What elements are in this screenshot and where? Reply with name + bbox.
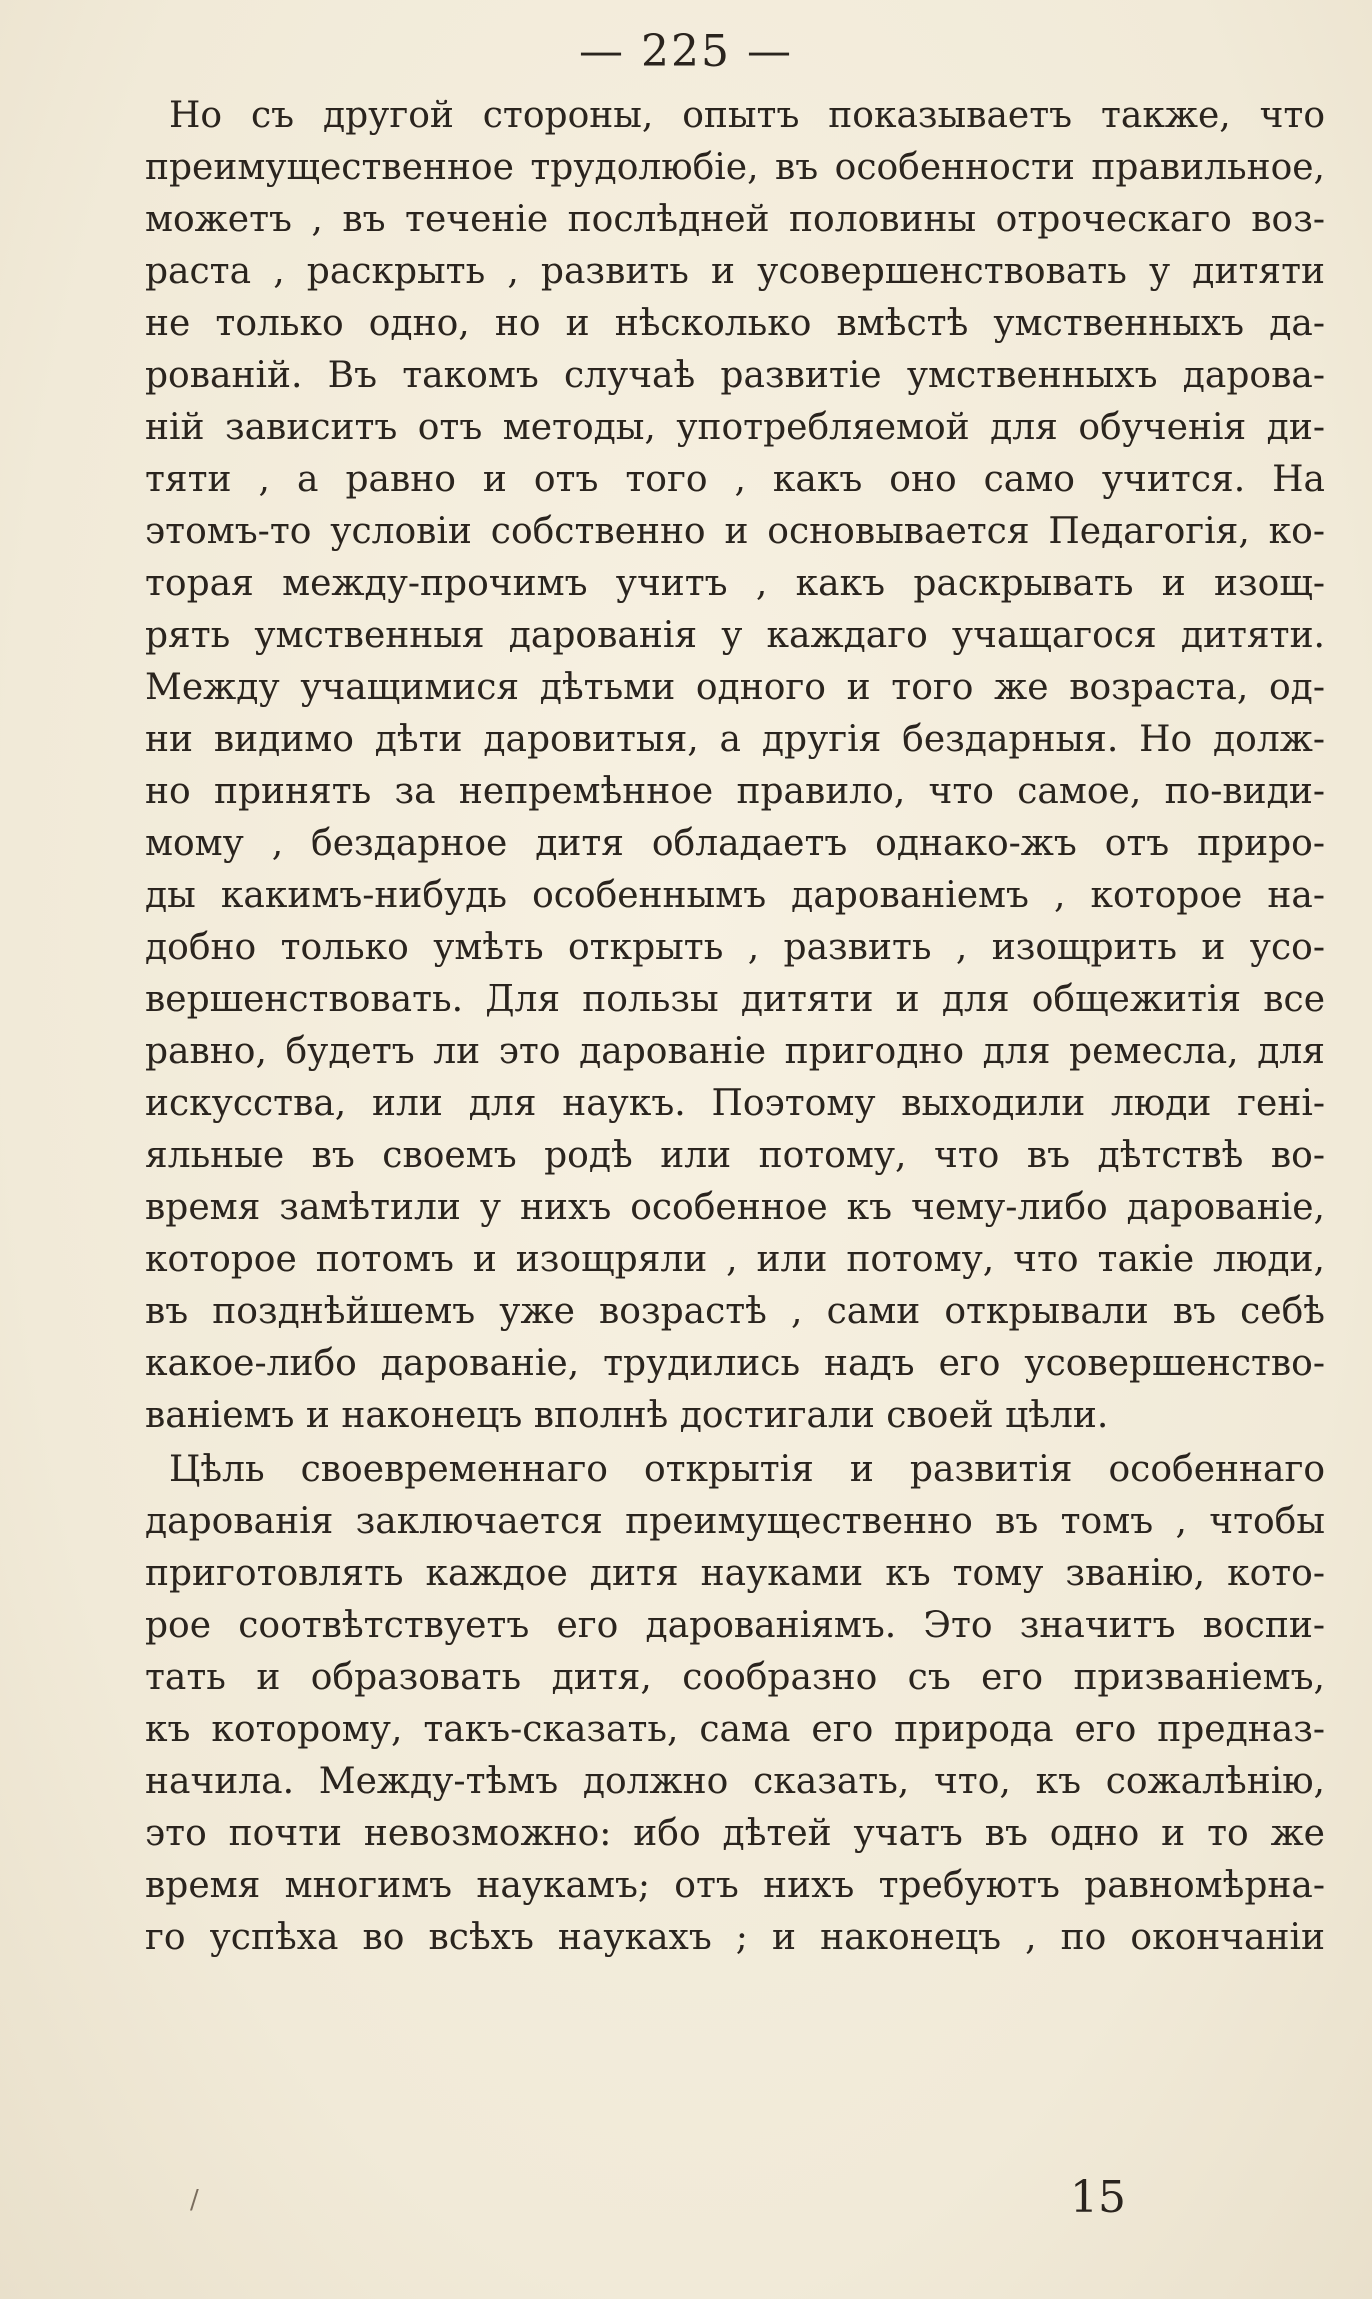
margin-mark: / bbox=[190, 2185, 199, 2215]
text-line: какое-либо дарованіе, трудились надъ его усовершенство- bbox=[145, 1343, 1325, 1384]
text-line: го успѣха во всѣхъ наукахъ ; и наконецъ , по окончаніи bbox=[145, 1917, 1325, 1958]
text-line: мому , бездарное дитя обладаетъ однако-жъ отъ приро- bbox=[145, 823, 1325, 864]
text-line: преимущественное трудолюбіе, въ особенности правильное, bbox=[145, 147, 1325, 188]
text-line: Между учащимися дѣтьми одного и того же возраста, од- bbox=[145, 667, 1325, 708]
text-line: начила. Между-тѣмъ должно сказать, что, къ сожалѣнію, bbox=[145, 1761, 1325, 1802]
signature-folio-number: 15 bbox=[1070, 2172, 1126, 2223]
text-line: можетъ , въ теченіе послѣдней половины отроческаго воз- bbox=[145, 199, 1325, 240]
text-line: тяти , а равно и отъ того , какъ оно само учится. На bbox=[145, 459, 1325, 500]
text-line: искусства, или для наукъ. Поэтому выходили люди гені- bbox=[145, 1083, 1325, 1124]
text-line: рованій. Въ такомъ случаѣ развитіе умственныхъ дарова- bbox=[145, 355, 1325, 396]
text-line: приготовлять каждое дитя науками къ тому званію, кото- bbox=[145, 1553, 1325, 1594]
text-line: время замѣтили у нихъ особенное къ чему-либо дарованіе, bbox=[145, 1187, 1325, 1228]
text-line: равно, будетъ ли это дарованіе пригодно для ремесла, для bbox=[145, 1031, 1325, 1072]
text-line: въ позднѣйшемъ уже возрастѣ , сами открывали въ себѣ bbox=[145, 1291, 1325, 1332]
text-line: Но съ другой стороны, опытъ показываетъ также, что bbox=[169, 95, 1325, 136]
text-line: ды какимъ-нибудь особеннымъ дарованіемъ , которое на- bbox=[145, 875, 1325, 916]
text-line: это почти невозможно: ибо дѣтей учатъ въ одно и то же bbox=[145, 1813, 1325, 1854]
text-line: рять умственныя дарованія у каждаго учащагося дитяти. bbox=[145, 615, 1325, 656]
paragraph-2 bbox=[145, 1444, 1325, 1964]
text-line: раста , раскрыть , развить и усовершенствовать у дитяти bbox=[145, 251, 1325, 292]
text-line: ваніемъ и наконецъ вполнѣ достигали своей цѣли. bbox=[145, 1395, 1109, 1436]
paragraph-1 bbox=[145, 90, 1325, 1442]
text-line: ній зависитъ отъ методы, употребляемой для обученія ди- bbox=[145, 407, 1325, 448]
text-line: вершенствовать. Для пользы дитяти и для общежитія все bbox=[145, 979, 1325, 1020]
text-line: рое соотвѣтствуетъ его дарованіямъ. Это значитъ воспи- bbox=[145, 1605, 1325, 1646]
text-line: торая между-прочимъ учитъ , какъ раскрывать и изощ- bbox=[145, 563, 1325, 604]
text-line: время многимъ наукамъ; отъ нихъ требуютъ равномѣрна- bbox=[145, 1865, 1325, 1906]
text-line: тать и образовать дитя, сообразно съ его призваніемъ, bbox=[145, 1657, 1325, 1698]
running-head-page-number: — 225 — bbox=[579, 26, 793, 77]
text-line: этомъ-то условіи собственно и основывается Педагогія, ко- bbox=[145, 511, 1325, 552]
text-line: къ которому, такъ-сказать, сама его природа его предназ- bbox=[145, 1709, 1325, 1750]
text-line: ни видимо дѣти даровитыя, а другія бездарныя. Но долж- bbox=[145, 719, 1325, 760]
body-text bbox=[145, 90, 1325, 1964]
text-line: дарованія заключается преимущественно въ томъ , чтобы bbox=[145, 1501, 1325, 1542]
text-line: яльные въ своемъ родѣ или потому, что въ дѣтствѣ во- bbox=[145, 1135, 1325, 1176]
text-line: не только одно, но и нѣсколько вмѣстѣ умственныхъ да- bbox=[145, 303, 1325, 344]
text-line: но принять за непремѣнное правило, что самое, по-види- bbox=[145, 771, 1325, 812]
text-line: которое потомъ и изощряли , или потому, что такіе люди, bbox=[145, 1239, 1325, 1280]
text-line: добно только умѣть открыть , развить , изощрить и усо- bbox=[145, 927, 1325, 968]
text-line: Цѣль своевременнаго открытія и развитія особеннаго bbox=[169, 1449, 1325, 1490]
